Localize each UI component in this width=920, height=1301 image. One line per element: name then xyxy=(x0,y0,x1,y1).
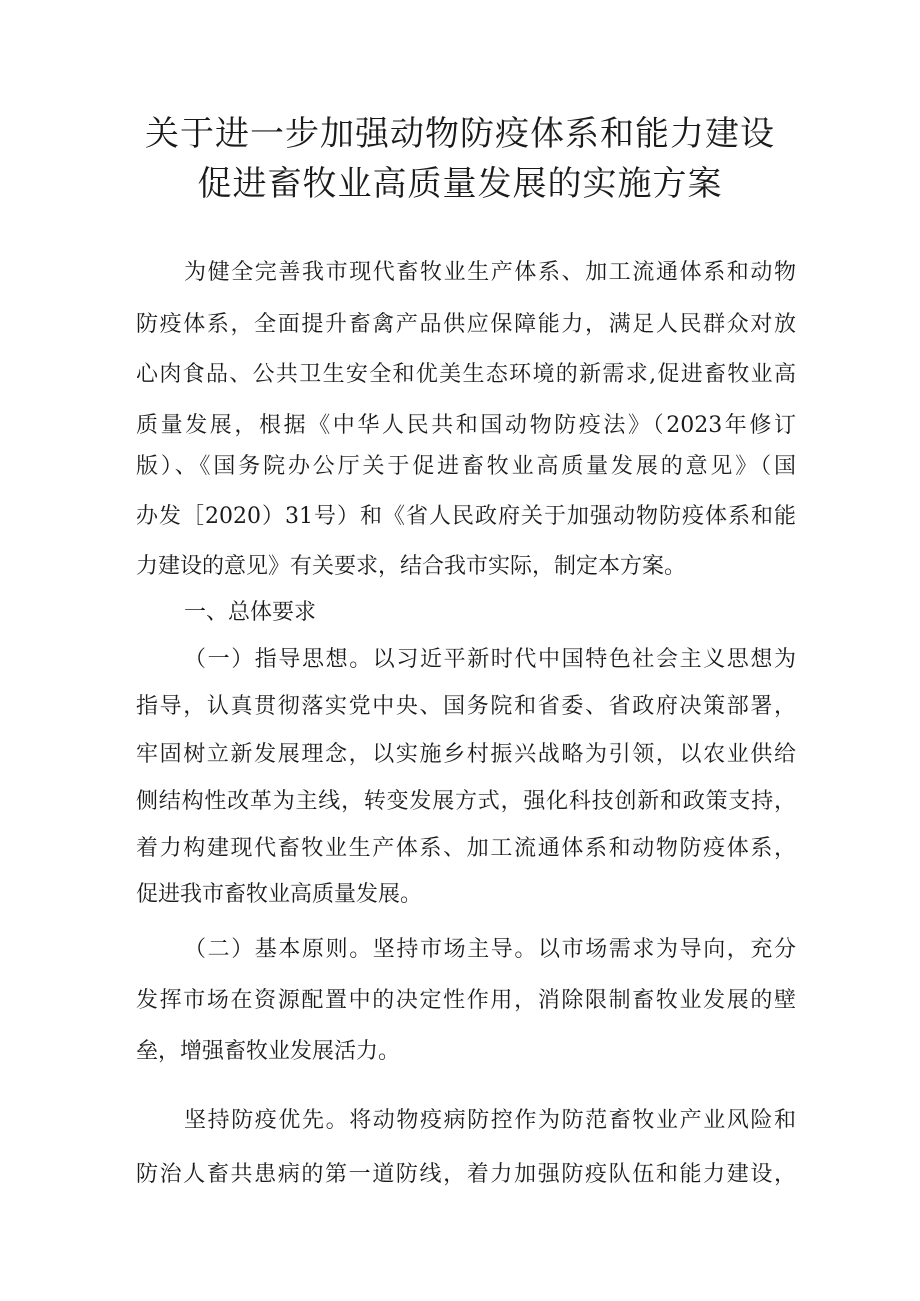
intro-line-6: 办发［2020）31号）和《省人民政府关于加强动物防疫体系和能 xyxy=(136,504,796,529)
intro-line-4: 质量发展，根据《中华人民共和国动物防疫法》（2023年修订 xyxy=(136,413,796,438)
intro-line-3: 心肉食品、公共卫生安全和优美生态环境的新需求,促进畜牧业高 xyxy=(136,362,796,387)
guiding-line-5: 着力构建现代畜牧业生产体系、加工流通体系和动物防疫体系， xyxy=(136,836,796,861)
guiding-line-3: 牢固树立新发展理念，以实施乡村振兴战略为引领，以农业供给 xyxy=(136,742,796,767)
guiding-line-2: 指导，认真贯彻落实党中央、国务院和省委、省政府决策部署， xyxy=(136,694,796,719)
principle-line-2: 发挥市场在资源配置中的决定性作用，消除限制畜牧业发展的壁 xyxy=(136,988,796,1013)
principle-line-1: （二）基本原则。坚持市场主导。以市场需求为导向，充分 xyxy=(184,937,796,962)
intro-line-5: 版）、《国务院办公厅关于促进畜牧业高质量发展的意见》（国 xyxy=(136,454,796,479)
prevention-line-2: 防治人畜共患病的第一道防线，着力加强防疫队伍和能力建设， xyxy=(136,1162,796,1187)
document-title-line-1: 关于进一步加强动物防疫体系和能力建设 xyxy=(145,114,775,154)
guiding-line-4: 侧结构性改革为主线，转变发展方式，强化科技创新和政策支持， xyxy=(136,789,796,814)
prevention-line-1: 坚持防疫优先。将动物疫病防控作为防范畜牧业产业风险和 xyxy=(184,1108,796,1133)
principle-line-3: 垒，增强畜牧业发展活力。 xyxy=(136,1039,401,1064)
guiding-line-1: （一）指导思想。以习近平新时代中国特色社会主义思想为 xyxy=(184,647,796,672)
intro-line-1: 为健全完善我市现代畜牧业生产体系、加工流通体系和动物 xyxy=(184,260,796,285)
intro-line-7: 力建设的意见》有关要求，结合我市实际，制定本方案。 xyxy=(136,554,687,579)
section-heading-general-requirements: 一、总体要求 xyxy=(184,600,317,625)
guiding-line-6: 促进我市畜牧业高质量发展。 xyxy=(136,882,423,907)
document-title-line-2: 促进畜牧业高质量发展的实施方案 xyxy=(197,164,723,204)
intro-line-2: 防疫体系，全面提升畜禽产品供应保障能力，满足人民群众对放 xyxy=(136,312,796,337)
